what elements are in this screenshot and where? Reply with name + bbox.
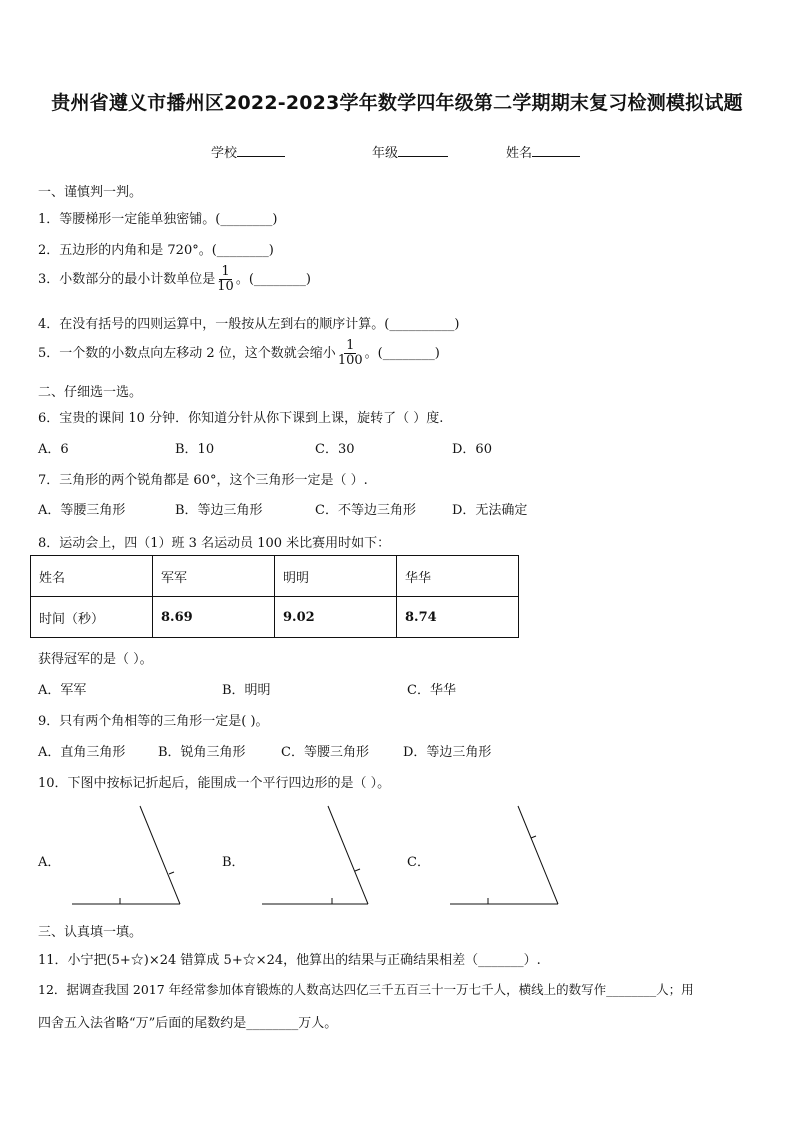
table-row [31,597,519,638]
q7-option-a[interactable]: A．等腰三角形 [38,503,126,518]
grade-label: 年级 [372,146,399,161]
table-row [31,556,519,597]
question-12-line1: 12．据调查我国 2017 年经常参加体育锻炼的人数高达四亿三千五百三十一万七千人，横线上的数写作________人；用 [38,982,694,997]
section1-heading: 一、谨慎判一判。 [38,185,143,200]
school-label: 学校 [211,146,238,161]
fold-mark [169,872,174,874]
question-6: 6．宝贵的课间 10 分钟．你知道分针从你下课到上课，旋转了（ ）度. [38,411,444,426]
grade-blank[interactable] [398,144,448,157]
question-1: 1．等腰梯形一定能单独密铺。(________) [38,212,278,227]
question-9: 9．只有两个角相等的三角形一定是( )。 [38,714,269,729]
q8-option-a[interactable]: A．军军 [38,683,87,698]
table-cell: 时间（秒） [31,597,153,638]
q7-option-b[interactable]: B．等边三角形 [175,503,263,518]
q8-option-b[interactable]: B．明明 [222,683,271,698]
table-cell: 华华 [397,556,519,597]
grade-field [372,142,448,161]
table-cell: 姓名 [31,556,153,597]
race-time-table [30,555,519,638]
q10-option-b[interactable]: B． [222,855,245,870]
q9-option-d[interactable]: D．等边三角形 [403,745,492,760]
name-field [506,142,580,161]
q6-option-d[interactable]: D．60 [452,442,492,457]
fraction-numerator: 1 [221,264,230,279]
q10-option-a[interactable]: A． [38,855,61,870]
q7-option-d[interactable]: D．无法确定 [452,503,528,518]
q9-option-a[interactable]: A．直角三角形 [38,745,126,760]
name-label: 姓名 [506,146,533,161]
fold-mark [531,836,536,838]
table-cell: 明明 [275,556,397,597]
figure-slant-line [328,806,368,904]
fold-figure-c [446,800,562,910]
question-10: 10．下图中按标记折起后，能围成一个平行四边形的是（ ）。 [38,776,391,791]
table-cell: 军军 [153,556,275,597]
q8-option-c[interactable]: C．华华 [407,683,456,698]
name-blank[interactable] [532,144,580,157]
fraction-numerator: 1 [346,338,355,353]
question-11: 11．小宁把(5+☆)×24 错算成 5+☆×24，他算出的结果与正确结果相差（_______）. [38,953,541,968]
question-4: 4．在没有括号的四则运算中，一般按从左到右的顺序计算。(__________) [38,317,460,332]
question-3-text: 3．小数部分的最小计数单位是 [38,272,216,287]
fraction-one-hundredth [338,339,363,368]
fold-figure-a [68,800,184,910]
q7-option-c[interactable]: C．不等边三角形 [315,503,416,518]
q9-option-b[interactable]: B．锐角三角形 [158,745,246,760]
fold-mark [355,869,360,871]
table-cell: 8.74 [397,597,519,638]
fraction-one-tenth [217,265,234,294]
q9-option-c[interactable]: C．等腰三角形 [281,745,369,760]
question-8-followup: 获得冠军的是（ ）。 [38,652,153,667]
q6-option-a[interactable]: A．6 [38,442,69,457]
section3-heading: 三、认真填一填。 [38,925,143,940]
question-7: 7．三角形的两个锐角都是 60°，这个三角形一定是（ ）. [38,473,368,488]
page-title: 贵州省遵义市播州区2022-2023学年数学四年级第二学期期末复习检测模拟试题 [51,92,743,114]
q6-option-b[interactable]: B．10 [175,442,215,457]
question-3 [38,265,311,294]
table-cell: 9.02 [275,597,397,638]
question-12-line2: 四舍五入法省略“万”后面的尾数约是________万人。 [38,1016,338,1031]
figure-slant-line [518,806,558,904]
question-3-blank: 。(________) [235,272,311,287]
school-field [211,142,285,161]
q10-option-c[interactable]: C． [407,855,430,870]
question-2: 2．五边形的内角和是 720°。(________) [38,243,274,258]
fold-figure-b [258,800,374,910]
question-8: 8．运动会上，四（1）班 3 名运动员 100 米比赛用时如下： [38,536,391,551]
question-5 [38,339,440,368]
section2-heading: 二、仔细选一选。 [38,385,143,400]
question-5-blank: 。(________) [364,346,440,361]
school-blank[interactable] [237,144,285,157]
question-5-text: 5．一个数的小数点向左移动 2 位，这个数就会缩小 [38,346,336,361]
fraction-denominator: 100 [337,353,363,368]
table-cell: 8.69 [153,597,275,638]
figure-slant-line [140,806,180,904]
q6-option-c[interactable]: C．30 [315,442,355,457]
fraction-denominator: 10 [217,279,234,294]
